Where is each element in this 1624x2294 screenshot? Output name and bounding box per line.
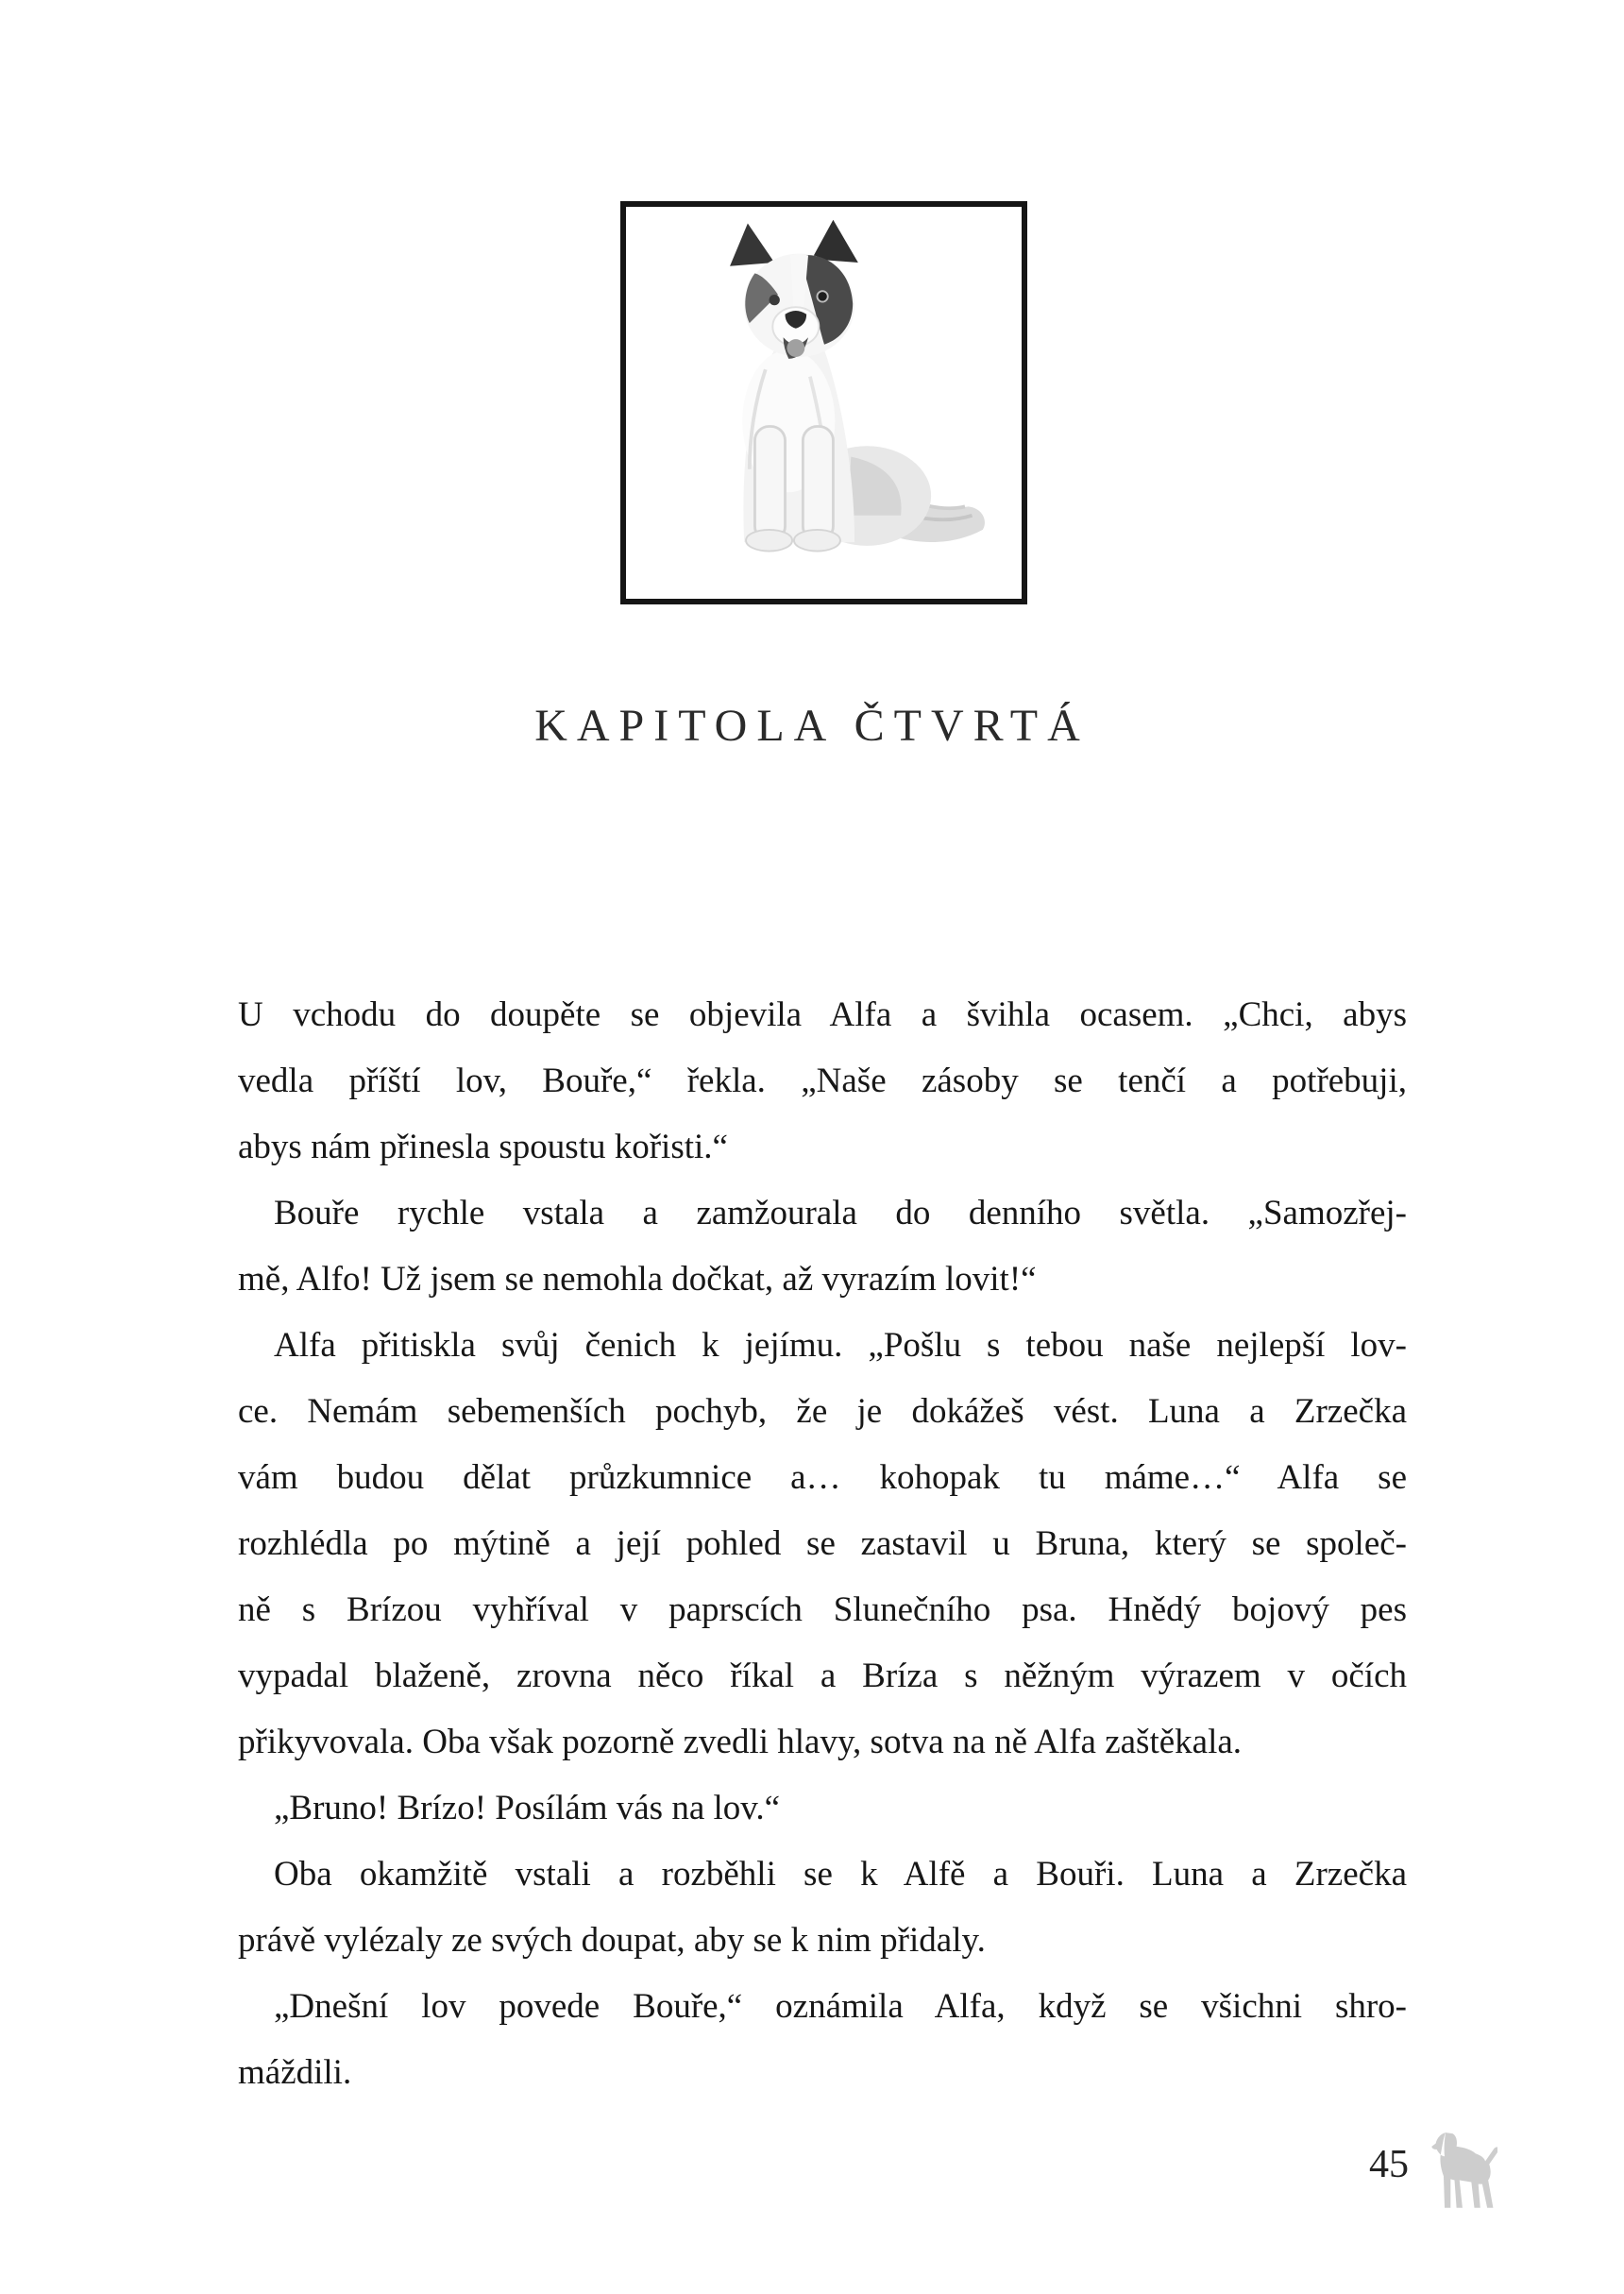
text-line: právě vylézaly ze svých doupat, aby se k nim přidaly. xyxy=(238,1921,986,1960)
text-line: Alfa přitiskla svůj čenich k jejímu. „Pošlu s tebou naše nejlepší lov- xyxy=(274,1326,1407,1365)
border-collie-illustration xyxy=(637,216,1011,590)
text-line: abys nám přinesla spoustu kořisti.“ xyxy=(238,1128,728,1166)
text-line: Bouře rychle vstala a zamžourala do denního světla. „Samozřej- xyxy=(274,1194,1407,1232)
page-number: 45 xyxy=(1369,2143,1409,2186)
chapter-title: KAPITOLA ČTVRTÁ xyxy=(534,701,1090,751)
dog-silhouette-icon xyxy=(1431,2131,1497,2212)
illustration-frame xyxy=(620,201,1027,604)
text-line: vám budou dělat průzkumnice a… kohopak tu máme…“ Alfa se xyxy=(238,1458,1407,1497)
text-line: „Bruno! Brízo! Posílám vás na lov.“ xyxy=(274,1789,781,1827)
text-line: přikyvovala. Oba však pozorně zvedli hlavy, sotva na ně Alfa zaštěkala. xyxy=(238,1723,1243,1761)
text-line: vypadal blaženě, zrovna něco říkal a Bríza s něžným výrazem v očích xyxy=(238,1657,1407,1695)
body-text xyxy=(238,982,1407,2106)
text-line: ce. Nemám sebemenších pochyb, že je dokážeš vést. Luna a Zrzečka xyxy=(238,1392,1407,1431)
text-line: ně s Brízou vyhříval v paprscích Slunečního psa. Hnědý bojový pes xyxy=(238,1590,1407,1629)
text-line: „Dnešní lov povede Bouře,“ oznámila Alfa, když se všichni shro- xyxy=(274,1987,1407,2026)
text-line: rozhlédla po mýtině a její pohled se zastavil u Bruna, který se společ- xyxy=(238,1524,1407,1563)
text-line: máždili. xyxy=(238,2053,352,2092)
text-line: vedla příští lov, Bouře,“ řekla. „Naše zásoby se tenčí a potřebuji, xyxy=(238,1062,1407,1100)
text-line: U vchodu do doupěte se objevila Alfa a švihla ocasem. „Chci, abys xyxy=(238,995,1407,1034)
text-line: Oba okamžitě vstali a rozběhli se k Alfě a Bouři. Luna a Zrzečka xyxy=(274,1855,1407,1894)
text-line: mě, Alfo! Už jsem se nemohla dočkat, až vyrazím lovit!“ xyxy=(238,1260,1037,1299)
